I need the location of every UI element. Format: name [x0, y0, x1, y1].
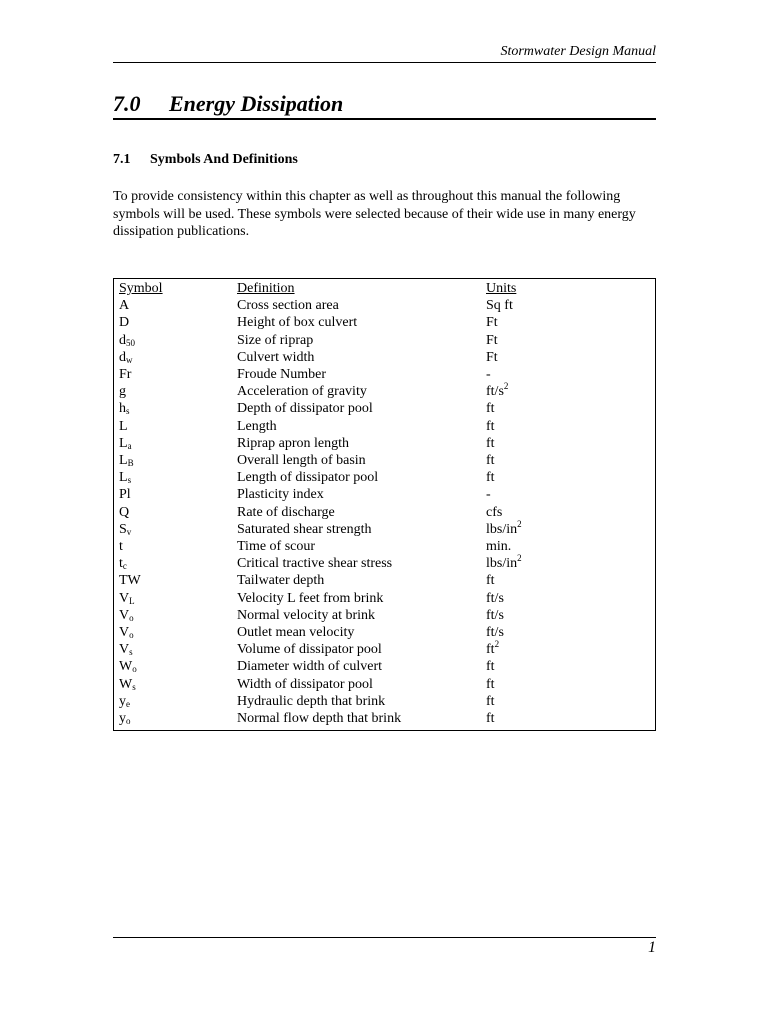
- table-row: [114, 349, 655, 366]
- definition-cell: Froude Number: [237, 367, 327, 383]
- units-cell: ft: [486, 573, 495, 589]
- definition-cell: Normal velocity at brink: [237, 607, 376, 623]
- symbol-cell: Q: [119, 504, 130, 520]
- units-cell: lbs/$in^2$: [486, 553, 522, 572]
- symbol-cell: $h_s$: [119, 401, 130, 417]
- symbol-cell: L: [119, 418, 128, 434]
- symbol-cell: A: [119, 298, 130, 314]
- symbol-cell: $L_s$: [119, 470, 132, 486]
- units-cell: ft/s: [486, 607, 504, 623]
- table-row: [114, 521, 655, 538]
- table-row: [114, 624, 655, 641]
- column-header-symbol: Symbol: [119, 281, 163, 296]
- units-cell: ft: [486, 401, 495, 417]
- symbol-cell: $V_s$: [119, 642, 133, 658]
- chapter-title-text: Energy Dissipation: [169, 91, 344, 116]
- symbol-cell: $W_o$: [119, 659, 137, 675]
- units-cell: cfs: [486, 504, 503, 520]
- definition-cell: Culvert width: [237, 349, 315, 365]
- units-cell: ft: [486, 711, 495, 727]
- symbol-cell: $t_c$: [119, 556, 127, 572]
- units-cell: -: [486, 487, 491, 503]
- definition-cell: Height of box culvert: [237, 315, 358, 331]
- symbol-cell: $d_{50}$: [119, 332, 135, 348]
- symbol-cell: $S_v$: [119, 521, 132, 537]
- table-row: [114, 710, 655, 727]
- symbol-cell: $V_o$: [119, 607, 134, 623]
- table-row: [114, 332, 655, 349]
- units-cell: -: [486, 367, 491, 383]
- section-heading: [113, 151, 298, 169]
- symbol-cell: $V_L$: [119, 590, 135, 606]
- table-row: [114, 693, 655, 710]
- running-header: Stormwater Design Manual: [500, 44, 656, 59]
- symbol-cell: t: [119, 539, 123, 555]
- page-number: 1: [648, 939, 656, 956]
- units-cell: ft: [486, 435, 495, 451]
- units-cell: ft: [486, 470, 495, 486]
- definition-cell: Cross section area: [237, 298, 339, 314]
- units-cell: Ft: [486, 349, 498, 365]
- table-row: [114, 641, 655, 658]
- table-row: [114, 366, 655, 383]
- table-row: [114, 676, 655, 693]
- chapter-title: [113, 90, 656, 118]
- definition-cell: Overall length of basin: [237, 453, 366, 469]
- definition-cell: Length of dissipator pool: [237, 470, 379, 486]
- symbol-cell: $y_o$: [119, 711, 131, 727]
- table-row: [114, 314, 655, 331]
- table-row: [114, 469, 655, 486]
- units-cell: ft: [486, 676, 495, 692]
- symbol-cell: $L_B$: [119, 453, 134, 469]
- definition-cell: Rate of discharge: [237, 504, 335, 520]
- table-row: [114, 400, 655, 417]
- table-row: [114, 418, 655, 435]
- column-header-units: Units: [486, 281, 517, 296]
- definition-cell: Velocity L feet from brink: [237, 590, 384, 606]
- table-row: [114, 452, 655, 469]
- chapter-number: 7.0: [113, 91, 141, 116]
- definition-cell: Plasticity index: [237, 487, 324, 503]
- table-header-row: [114, 280, 655, 297]
- symbol-cell: $d_w$: [119, 349, 133, 365]
- definition-cell: Normal flow depth that brink: [237, 711, 402, 727]
- symbol-cell: $V_o$: [119, 625, 134, 641]
- units-cell: $ft^2$: [486, 639, 500, 658]
- definition-cell: Size of riprap: [237, 332, 314, 348]
- definition-cell: Outlet mean velocity: [237, 625, 355, 641]
- units-cell: Ft: [486, 315, 498, 331]
- title-rule: [113, 118, 656, 120]
- definition-cell: Saturated shear strength: [237, 521, 372, 537]
- units-cell: $ft/s^2$: [486, 381, 509, 400]
- intro-paragraph: To provide consistency within this chapter as well as throughout this manual the following symbols will be used. These symbols were selected because of their wide use in many energy dissipation publications.: [113, 189, 636, 239]
- column-header-definition: Definition: [237, 281, 295, 296]
- units-cell: lbs/$in^2$: [486, 518, 522, 537]
- symbols-table: [113, 278, 656, 731]
- table-row: [114, 658, 655, 675]
- definition-cell: Depth of dissipator pool: [237, 401, 373, 417]
- symbol-cell: Pl: [119, 487, 131, 503]
- table-row: [114, 590, 655, 607]
- table-row: [114, 572, 655, 589]
- table-row: [114, 504, 655, 521]
- section-number: 7.1: [113, 152, 131, 167]
- table-row: [114, 297, 655, 314]
- units-cell: ft: [486, 659, 495, 675]
- definition-cell: Riprap apron length: [237, 435, 349, 451]
- table-row: [114, 538, 655, 555]
- definition-cell: Tailwater depth: [237, 573, 325, 589]
- definition-cell: Time of scour: [237, 539, 316, 555]
- symbol-cell: D: [119, 315, 130, 331]
- definition-cell: Acceleration of gravity: [237, 384, 367, 400]
- units-cell: Sq ft: [486, 298, 513, 314]
- definition-cell: Diameter width of culvert: [237, 659, 383, 675]
- symbol-cell: $L_a$: [119, 435, 132, 451]
- header-rule: [113, 62, 656, 63]
- table-row: [114, 486, 655, 503]
- definition-cell: Hydraulic depth that brink: [237, 693, 386, 709]
- table-row: [114, 555, 655, 572]
- units-cell: min.: [486, 539, 512, 555]
- definition-cell: Width of dissipator pool: [237, 676, 373, 692]
- units-cell: ft: [486, 453, 495, 469]
- symbol-cell: $y_e$: [119, 693, 130, 709]
- definition-cell: Length: [237, 418, 277, 434]
- section-title: Symbols And Definitions: [150, 152, 298, 167]
- definition-cell: Critical tractive shear stress: [237, 556, 393, 572]
- units-cell: ft: [486, 693, 495, 709]
- table-row: [114, 383, 655, 400]
- symbol-cell: g: [119, 384, 126, 400]
- symbol-cell: $W_s$: [119, 676, 136, 692]
- units-cell: ft: [486, 418, 495, 434]
- table-row: [114, 607, 655, 624]
- units-cell: Ft: [486, 332, 498, 348]
- units-cell: ft/s: [486, 625, 504, 641]
- symbol-cell: Fr: [119, 367, 132, 383]
- definition-cell: Volume of dissipator pool: [237, 642, 382, 658]
- table-row: [114, 435, 655, 452]
- footer-rule: [113, 937, 656, 938]
- units-cell: ft/s: [486, 590, 504, 606]
- symbol-cell: TW: [119, 573, 141, 589]
